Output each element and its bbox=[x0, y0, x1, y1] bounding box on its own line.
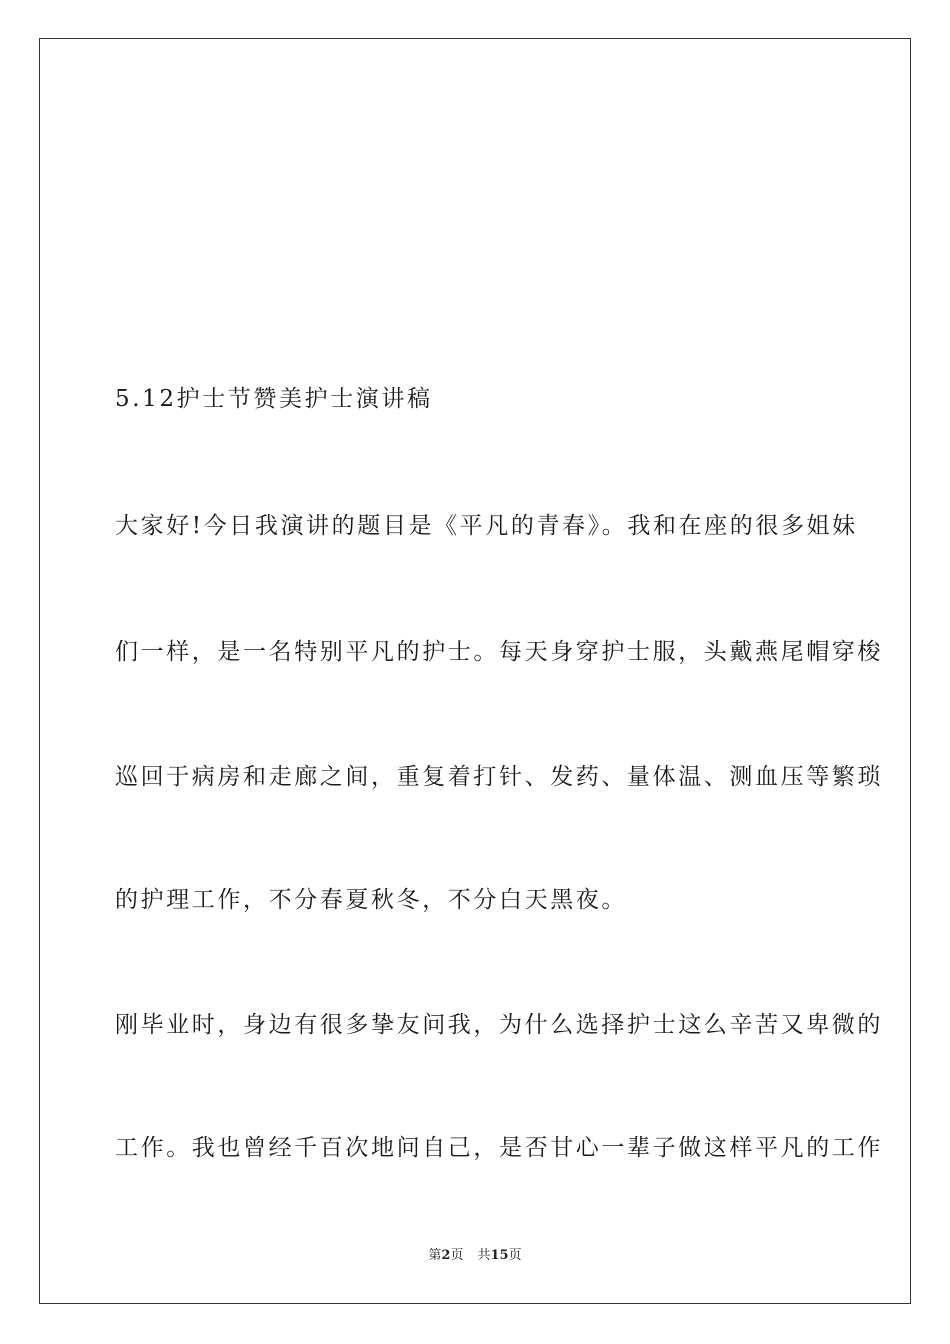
page-suffix: 页 bbox=[450, 1248, 464, 1263]
page-number: 2 bbox=[441, 1248, 451, 1263]
document-title: 5.12护士节赞美护士演讲稿 bbox=[115, 386, 433, 412]
page-footer bbox=[0, 1247, 950, 1265]
paragraph-line: 大家好!今日我演讲的题目是《平凡的青春》。我和在座的很多姐妹 bbox=[115, 513, 858, 539]
paragraph-line: 刚毕业时，身边有很多挚友问我，为什么选择护士这么辛苦又卑微的 bbox=[115, 1012, 883, 1038]
paragraph-line: 们一样，是一名特别平凡的护士。每天身穿护士服，头戴燕尾帽穿梭 bbox=[115, 639, 883, 665]
total-suffix: 页 bbox=[508, 1248, 522, 1263]
paragraph-line: 巡回于病房和走廊之间，重复着打针、发药、量体温、测血压等繁琐 bbox=[115, 764, 883, 790]
page-border bbox=[39, 38, 911, 1304]
paragraph-line: 工作。我也曾经千百次地问自己，是否甘心一辈子做这样平凡的工作 bbox=[115, 1135, 883, 1161]
total-pages: 15 bbox=[490, 1248, 509, 1263]
total-prefix: 共 bbox=[477, 1248, 491, 1263]
page-prefix: 第 bbox=[428, 1248, 442, 1263]
paragraph-line: 的护理工作，不分春夏秋冬，不分白天黑夜。 bbox=[115, 887, 627, 913]
